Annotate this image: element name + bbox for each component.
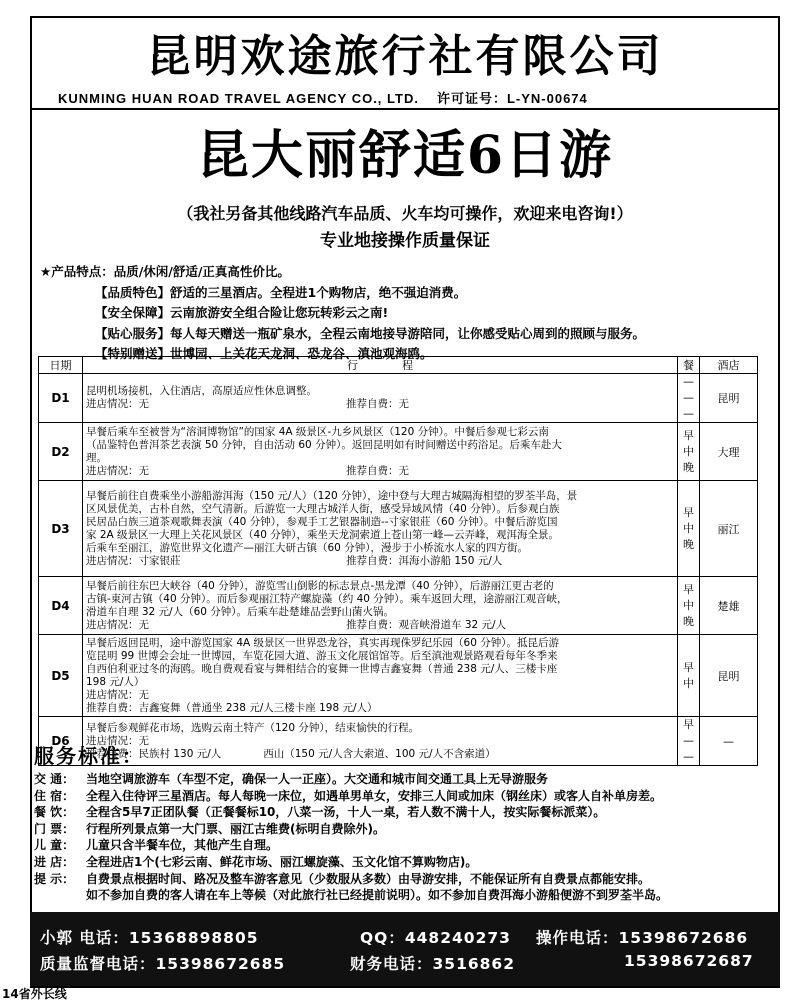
day-cell: D3: [39, 481, 83, 577]
service-value: 全程入住待评三星酒店。每人每晚一床位，如遇单男单女，安排三人间或加床（钢丝床）或客人自补单房差。: [86, 788, 663, 803]
itinerary-cell: [83, 423, 678, 481]
company-header: [30, 18, 780, 110]
tour-title: 昆大丽舒适6日游: [196, 125, 614, 186]
itinerary-line: 早餐后前往自费乘坐小游船游洱海（150 元/人）（120 分钟），途中登与大理古城隔海相望的罗荃半岛，景: [86, 489, 578, 502]
itinerary-line: 进店情况：无: [86, 734, 149, 747]
service-key: 餐 饮：: [34, 805, 75, 820]
hotel-cell: 丽江: [700, 481, 758, 577]
feature-item: 【贴心服务】每人每天赠送一瓶矿泉水，全程云南地接导游陪同，让你感受贴心周到的照顾与服务。: [95, 325, 646, 341]
header-date: 日期: [39, 357, 83, 374]
shop-info: 进店情况：无: [86, 464, 149, 477]
contact-xiaoguo-phone: 小郭 电话：15368898805: [40, 929, 259, 947]
itinerary-line: 早餐后返回昆明，途中游览国家 4A 级景区一世界恐龙谷，真实再现侏罗纪乐园（60 分钟）。抵昆后游: [86, 636, 559, 649]
service-key: 提 示：: [34, 871, 75, 886]
contact-operations-phone: 操作电话：15398672686: [536, 929, 749, 947]
service-extra-note: 如不参加自费的客人请在车上等候（对此旅行社已经提前说明）。如不参加自费洱海小游船便游不到罗荃半岛。: [86, 888, 669, 903]
day-cell: D1: [39, 374, 83, 423]
service-item: [34, 871, 774, 888]
tour-subtitle: （我社另备其他线路汽车品质、火车均可操作，欢迎来电咨询!）: [177, 204, 633, 223]
itinerary-line: 家 2A 级景区一大理上关花风景区（40 分钟），乘坐天龙洞索道上苍山第一峰—云弄峰，观洱海全景。: [86, 528, 559, 541]
service-item: [34, 821, 774, 838]
itinerary-line: 进店情况：无: [86, 688, 149, 701]
service-key: 住 宿：: [34, 788, 75, 803]
itinerary-line: （品鉴特色普洱茶艺表演 50 分钟，自由活动 60 分钟）。返回昆明如有时间赠送中药浴足。后乘车赴大: [86, 438, 562, 451]
itinerary-cell: [83, 635, 678, 717]
table-header-row: [39, 357, 758, 374]
day-cell: D4: [39, 577, 83, 635]
shop-recommend-line: [86, 465, 674, 478]
meal-cell: 早 中 晚: [678, 423, 700, 481]
footer-label: 14省外长线: [2, 987, 67, 1000]
table-row: [39, 374, 758, 423]
itinerary-line: 早餐后乘车至被誉为“溶洞博物馆”的国家 4A 级景区-九乡风景区（120 分钟）。中餐后参观七彩云南: [86, 425, 549, 438]
hotel-cell: 楚雄: [700, 577, 758, 635]
shop-info: 进店情况：无: [86, 618, 149, 631]
hotel-cell: 大理: [700, 423, 758, 481]
shop-recommend-line: [86, 555, 674, 568]
service-value: 全程进店1个(七彩云南、鲜花市场、丽江螺旋藻、玉文化馆不算购物店)。: [86, 854, 478, 869]
hotel-cell: —: [700, 717, 758, 766]
itinerary-line: 民居品白族三道茶观歌舞表演（40 分钟），参观手工艺银器制造--寸家银莊（60 分钟）。中餐后游览国: [86, 515, 558, 528]
itinerary-cell: [83, 374, 678, 423]
company-name: 昆明欢途旅行社有限公司: [146, 31, 664, 82]
contact-phone-extra: 15398672687: [624, 952, 754, 970]
table-row: [39, 481, 758, 577]
shop-info: 进店情况：寸家银莊: [86, 554, 181, 567]
service-item: [34, 788, 774, 805]
feature-item: 【安全保障】云南旅游安全组合险让您玩转彩云之南!: [95, 305, 389, 320]
service-key: 交 通：: [34, 772, 75, 786]
itinerary-line: 滑道车自理 32 元/人（60 分钟）。后乘车赴楚雄品尝野山菌火锅。: [86, 605, 395, 618]
license-number: 许可证号：L-YN-00674: [436, 91, 588, 106]
recommended-optional: 推荐自费：观音峡滑道车 32 元/人: [346, 618, 507, 631]
shop-recommend-line: [86, 398, 674, 411]
itinerary-line: 198 元/人）: [86, 675, 145, 688]
service-value: 行程所列景点第一大门票、丽江古维费(标明自费除外)。: [86, 821, 385, 836]
contact-quality-phone: 质量监督电话：15398672685: [40, 955, 286, 973]
itinerary-cell: [83, 481, 678, 577]
itinerary-line: 览昆明 99 世博会会址一世博园，车览花园大道、游玉文化展馆馆等。后至滇池观景路观看每年冬季来: [86, 649, 558, 662]
header-itinerary: 行 程: [83, 357, 678, 374]
itinerary-line: 理。: [86, 451, 107, 464]
itinerary-cell: [83, 717, 678, 766]
day-cell: D6: [39, 717, 83, 766]
hotel-cell: 昆明: [700, 374, 758, 423]
service-value: 当地空调旅游车（车型不定，确保一人一正座）。大交通和城市间交通工具上无导游服务: [86, 772, 549, 786]
shop-recommend-line: [86, 702, 674, 715]
table-row: [39, 717, 758, 766]
recommended-optional: 推荐自费：无: [346, 464, 409, 477]
service-value: 全程含5早7正团队餐（正餐餐标10，八菜一汤，十人一桌，若人数不满十人，按实际餐标派菜）。: [86, 805, 606, 820]
day-cell: D5: [39, 635, 83, 717]
itinerary-line: 早餐后前往东巴大峡谷（40 分钟），游览雪山倒影的标志景点-黑龙潭（40 分钟），后游丽江更古老的: [86, 579, 554, 592]
recommended-optional: 推荐自费：无: [346, 398, 409, 410]
meal-cell: 早 中: [678, 635, 700, 717]
itinerary-line: 古镇-東河古镇（40 分钟）。而后参观丽江特产螺旋藻（约 40 分钟）。乘车返回大理，途游丽江观音峡，: [86, 592, 568, 605]
day-cell: D2: [39, 423, 83, 481]
service-key: 门 票：: [34, 821, 75, 836]
feature-item: 【特别赠送】世博园、上关花天龙洞、恐龙谷、滇池观海鸥。: [95, 346, 433, 361]
table-row: [39, 577, 758, 635]
company-english-name: [30, 88, 780, 107]
tour-subtitle-2: 专业地接操作质量保证: [320, 231, 490, 251]
meal-cell: 早 — —: [678, 717, 700, 766]
meal-cell: 早 中 晚: [678, 577, 700, 635]
feature-item: 【品质特色】舒适的三星酒店。全程进1个购物店，绝不强迫消费。: [95, 284, 467, 300]
service-item: [34, 771, 774, 788]
header-meal: 餐: [678, 357, 700, 374]
contact-qq: QQ：448240273: [360, 929, 511, 947]
table-row: [39, 423, 758, 481]
itinerary-line: 区风景优美，古朴自然，空气清新。后游览一大理古城洋人街，感受异域风情（40 分钟）。后参观白族: [86, 502, 560, 515]
contact-finance-phone: 财务电话：3516862: [350, 955, 515, 973]
product-features: [40, 262, 770, 365]
recommended-optional: 推荐自费：民族村 130 元/人 西山（150 元/人含大索道、100 元/人不含索道）: [86, 747, 496, 760]
shop-recommend-line: [86, 619, 674, 632]
recommended-optional: 推荐自费：吉鑫宴舞（普通坐 238 元/人三楼卡座 198 元/人）: [86, 701, 378, 714]
service-item: [34, 837, 774, 854]
features-lead: ★产品特点：品质/休闲/舒适/正真高性价比。: [40, 264, 290, 279]
service-key: 进 店：: [34, 854, 75, 869]
shop-info: 进店情况：无: [86, 398, 149, 410]
recommended-optional: 推荐自费：洱海小游船 150 元/人: [346, 554, 503, 567]
service-item: [34, 854, 774, 871]
itinerary-line: 昆明机场接机，入住酒店，高原适应性休息调整。: [86, 385, 317, 397]
service-key: 儿 童：: [34, 838, 75, 853]
service-item: [34, 804, 774, 821]
hotel-cell: 昆明: [700, 635, 758, 717]
shop-recommend-line: [86, 748, 674, 761]
itinerary-cell: [83, 577, 678, 635]
meal-cell: — — —: [678, 374, 700, 423]
service-value: 儿童只含半餐车位，其他产生自理。: [86, 838, 279, 853]
contact-bar: [30, 912, 780, 986]
service-standard-title: 服务标准：: [34, 744, 144, 768]
meal-cell: 早 中 晚: [678, 481, 700, 577]
itinerary-line: 早餐后参观鲜花市场，选购云南土特产（120 分钟），结束愉快的行程。: [86, 721, 420, 734]
itinerary-table: [38, 356, 758, 766]
company-en-text: KUNMING HUAN ROAD TRAVEL AGENCY CO., LTD.: [58, 91, 419, 106]
itinerary-line: 自西伯利亚过冬的海鸥。晚自费观看宴与舞相结合的宴舞一世博吉鑫宴舞（普通 238 元/人、三楼卡座: [86, 662, 558, 675]
header-hotel: 酒店: [700, 357, 758, 374]
itinerary-line: 后乘车至丽江，游览世界文化遗产—丽江大研古镇（60 分钟），漫步于小桥流水人家的四方街。: [86, 541, 528, 554]
service-standard-list: [34, 771, 774, 904]
table-row: [39, 635, 758, 717]
service-value: 自费景点根据时间、路况及整车游客意见（少数服从多数）由导游安排，不能保证所有自费景点都能安排。: [86, 871, 651, 886]
